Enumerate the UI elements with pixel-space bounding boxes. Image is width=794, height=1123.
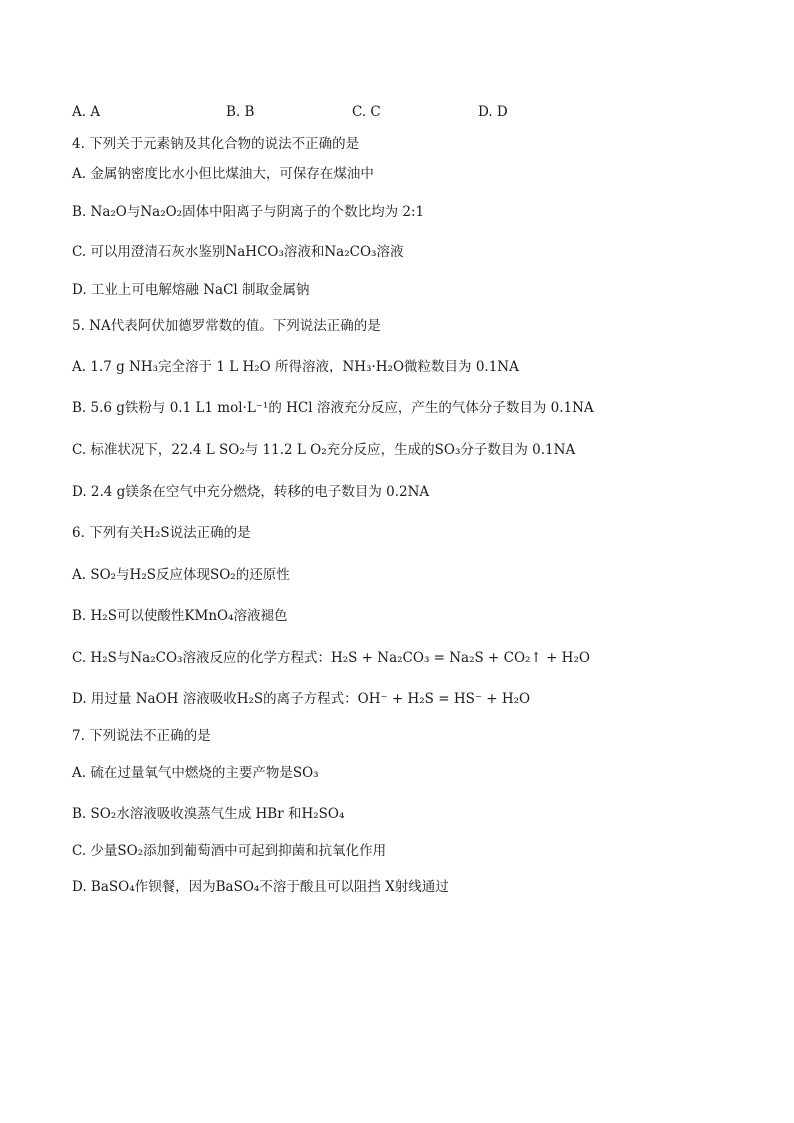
question-5-stem: 5. NA代表阿伏加德罗常数的值。下列说法正确的是 bbox=[72, 318, 381, 334]
question-7-option-c: C. 少量SO₂添加到葡萄酒中可起到抑菌和抗氧化作用 bbox=[72, 843, 387, 859]
question-6-option-c: C. H₂S与Na₂CO₃溶液反应的化学方程式：H₂S + Na₂CO₃ = Na₂S + CO₂↑ + H₂O bbox=[72, 650, 590, 666]
option-c: C. C bbox=[352, 104, 381, 120]
question-4-option-d: D. 工业上可电解熔融 NaCl 制取金属钠 bbox=[72, 282, 310, 298]
question-4-option-a: A. 金属钠密度比水小但比煤油大，可保存在煤油中 bbox=[72, 166, 374, 182]
question-6-option-d: D. 用过量 NaOH 溶液吸收H₂S的离子方程式：OH⁻ + H₂S = HS⁻ + H₂O bbox=[72, 691, 531, 707]
question-4-option-c: C. 可以用澄清石灰水鉴别NaHCO₃溶液和Na₂CO₃溶液 bbox=[72, 244, 404, 260]
question-6-option-b: B. H₂S可以使酸性KMnO₄溶液褪色 bbox=[72, 608, 288, 624]
question-4-stem: 4. 下列关于元素钠及其化合物的说法不正确的是 bbox=[72, 136, 360, 152]
option-d: D. D bbox=[478, 104, 508, 120]
question-5-option-b: B. 5.6 g铁粉与 0.1 L1 mol·L⁻¹的 HCl 溶液充分反应，产生的气体分子数目为 0.1NA bbox=[72, 400, 594, 416]
question-4-option-b: B. Na₂O与Na₂O₂固体中阳离子与阴离子的个数比均为 2:1 bbox=[72, 204, 425, 220]
option-b: B. B bbox=[226, 104, 255, 120]
question-5-option-c: C. 标准状况下，22.4 L SO₂与 11.2 L O₂充分反应，生成的SO₃分子数目为 0.1NA bbox=[72, 442, 576, 458]
question-5-option-d: D. 2.4 g镁条在空气中充分燃烧，转移的电子数目为 0.2NA bbox=[72, 484, 430, 500]
option-a: A. A bbox=[72, 104, 101, 120]
question-7-stem: 7. 下列说法不正确的是 bbox=[72, 728, 211, 744]
question-6-option-a: A. SO₂与H₂S反应体现SO₂的还原性 bbox=[72, 567, 290, 583]
question-7-option-d: D. BaSO₄作钡餐，因为BaSO₄不溶于酸且可以阻挡 X射线通过 bbox=[72, 879, 449, 895]
previous-question-options bbox=[0, 103, 794, 121]
question-6-stem: 6. 下列有关H₂S说法正确的是 bbox=[72, 525, 251, 541]
question-5-option-a: A. 1.7 g NH₃完全溶于 1 L H₂O 所得溶液，NH₃·H₂O微粒数目为 0.1NA bbox=[72, 359, 519, 375]
question-7-option-b: B. SO₂水溶液吸收溴蒸气生成 HBr 和H₂SO₄ bbox=[72, 806, 345, 822]
question-7-option-a: A. 硫在过量氧气中燃烧的主要产物是SO₃ bbox=[72, 765, 319, 781]
